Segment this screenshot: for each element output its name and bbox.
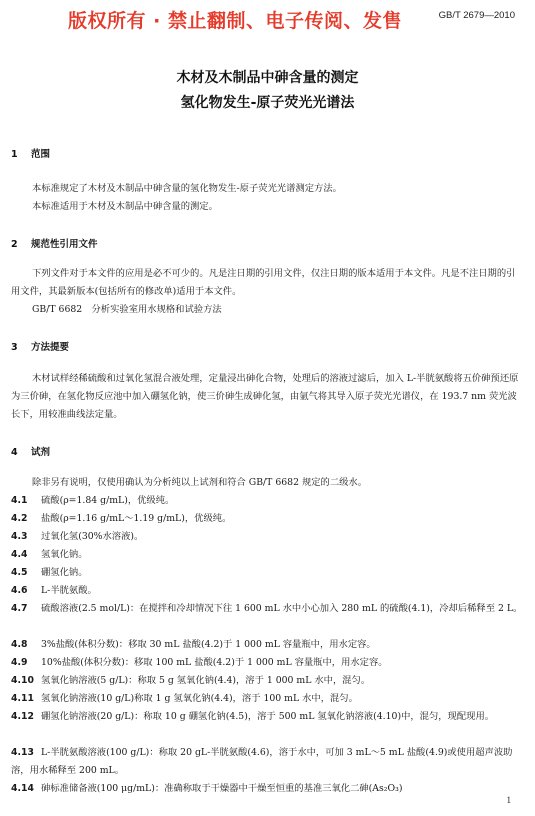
section-heading-normative-references (11, 236, 98, 250)
reagent-item (11, 528, 524, 546)
item-number: 4.2 (11, 513, 28, 524)
item-number: 4.14 (11, 783, 34, 794)
item-text: 硫酸溶液(2.5 mol/L)：在搅拌和冷却情况下往 1 600 mL 水中小心加入 280 mL 的硫酸(4.1)，冷却后稀释至 2 L。 (41, 603, 523, 614)
item-number: 4.4 (11, 549, 28, 560)
item-text: 氢氧化钠。 (41, 549, 88, 560)
reagent-item (11, 636, 524, 654)
copyright-watermark: 版权所有 · 禁止翻制、电子传阅、发售 (68, 10, 402, 32)
section-heading-scope (11, 146, 50, 160)
section-title: 方法提要 (31, 342, 70, 353)
section-number: 2 (11, 239, 18, 250)
reagent-item (11, 780, 524, 798)
item-text: 氢氧化钠溶液(10 g/L)称取 1 g 氢氧化钠(4.4)，溶于 100 mL 水中，混匀。 (41, 693, 358, 704)
reagent-item (11, 564, 524, 582)
paragraph: 木材试样经稀硫酸和过氧化氢混合液处理，定量浸出砷化合物，处理后的溶液过滤后，加入 L-半胱氨酸将五价砷预还原为三价砷，在氢化物反应池中加入硼氢化钠，使三价砷生成砷化氢，由氩气将其导入原子荧光光谱仪，在 193.7 nm 荧光波长下，用较准曲线法定量。 (11, 373, 519, 420)
reagent-item (11, 582, 524, 600)
item-number: 4.3 (11, 531, 28, 542)
standard-code: GB/T 2679—2010 (438, 10, 515, 21)
item-text: 硼氢化钠溶液(20 g/L)：称取 10 g 硼氢化钠(4.5)，溶于 500 mL 氢氧化钠溶液(4.10)中，混匀，现配现用。 (41, 711, 495, 722)
item-number: 4.8 (11, 639, 28, 650)
item-text: L-半胱氨酸。 (41, 585, 97, 596)
section-number: 1 (11, 149, 18, 160)
item-number: 4.10 (11, 675, 34, 686)
item-number: 4.11 (11, 693, 34, 704)
item-text: 盐酸(ρ=1.16 g/mL～1.19 g/mL)，优级纯。 (41, 513, 232, 524)
reagent-item (11, 492, 524, 510)
reagent-item (11, 708, 524, 726)
item-number: 4.12 (11, 711, 34, 722)
section-title: 规范性引用文件 (31, 239, 98, 250)
reference-entry: GB/T 6682 分析实验室用水规格和试验方法 (32, 304, 222, 315)
document-title: 木材及木制品中砷含量的测定 (176, 70, 359, 86)
item-text: 3%盐酸(体积分数)：移取 30 mL 盐酸(4.2)于 1 000 mL 容量瓶中，用水定容。 (41, 639, 376, 650)
item-text: 硼氢化钠。 (41, 567, 88, 578)
paragraph: 本标准适用于木材及木制品中砷含量的测定。 (32, 201, 218, 212)
reagent-item (11, 510, 524, 528)
item-number: 4.5 (11, 567, 28, 578)
paragraph: 除非另有说明，仅使用确认为分析纯以上试剂和符合 GB/T 6682 规定的二级水。 (32, 477, 368, 488)
item-text: 氢氧化钠溶液(5 g/L)：称取 5 g 氢氧化钠(4.4)，溶于 1 000 mL 水中，混匀。 (41, 675, 371, 686)
item-number: 4.7 (11, 603, 28, 614)
reagent-item (11, 690, 524, 708)
item-text: 硫酸(ρ=1.84 g/mL)，优级纯。 (41, 495, 175, 506)
section-number: 3 (11, 342, 18, 353)
item-number: 4.9 (11, 657, 28, 668)
item-number: 4.13 (11, 747, 34, 758)
section-number: 4 (11, 447, 18, 458)
page-number: 1 (506, 795, 511, 805)
section-title: 范围 (31, 149, 51, 160)
item-number: 4.1 (11, 495, 28, 506)
document-subtitle: 氢化物发生-原子荧光光谱法 (180, 95, 355, 111)
item-text: 砷标准储备液(100 μg/mL)：准确称取于干燥器中干燥至恒重的基准三氧化二砷(As₂O₃) (41, 783, 403, 794)
item-text: L-半胱氨酸溶液(100 g/L)：称取 20 gL-半胱氨酸(4.6)，溶于水中，可加 3 mL～5 mL 盐酸(4.9)或使用超声波助溶，用水稀释至 200 mL。 (11, 747, 513, 776)
reagent-item (11, 654, 524, 672)
section-title: 试剂 (31, 447, 51, 458)
reagent-item (11, 672, 524, 690)
paragraph: 本标准规定了木材及木制品中砷含量的氢化物发生-原子荧光光谱测定方法。 (32, 183, 342, 194)
reagent-item (11, 546, 524, 564)
paragraph: 下列文件对于本文件的应用是必不可少的。凡是注日期的引用文件，仅注日期的版本适用于本文件。凡是不注日期的引用文件，其最新版本(包括所有的修改单)适用于本文件。 (11, 268, 516, 297)
item-number: 4.6 (11, 585, 28, 596)
item-text: 过氧化氢(30%水溶液)。 (41, 531, 144, 542)
reagent-item (11, 744, 524, 780)
section-heading-method-summary (11, 339, 69, 353)
reagent-item (11, 600, 524, 618)
section-heading-reagents (11, 444, 50, 458)
item-text: 10%盐酸(体积分数)：移取 100 mL 盐酸(4.2)于 1 000 mL 容量瓶中，用水定容。 (41, 657, 388, 668)
